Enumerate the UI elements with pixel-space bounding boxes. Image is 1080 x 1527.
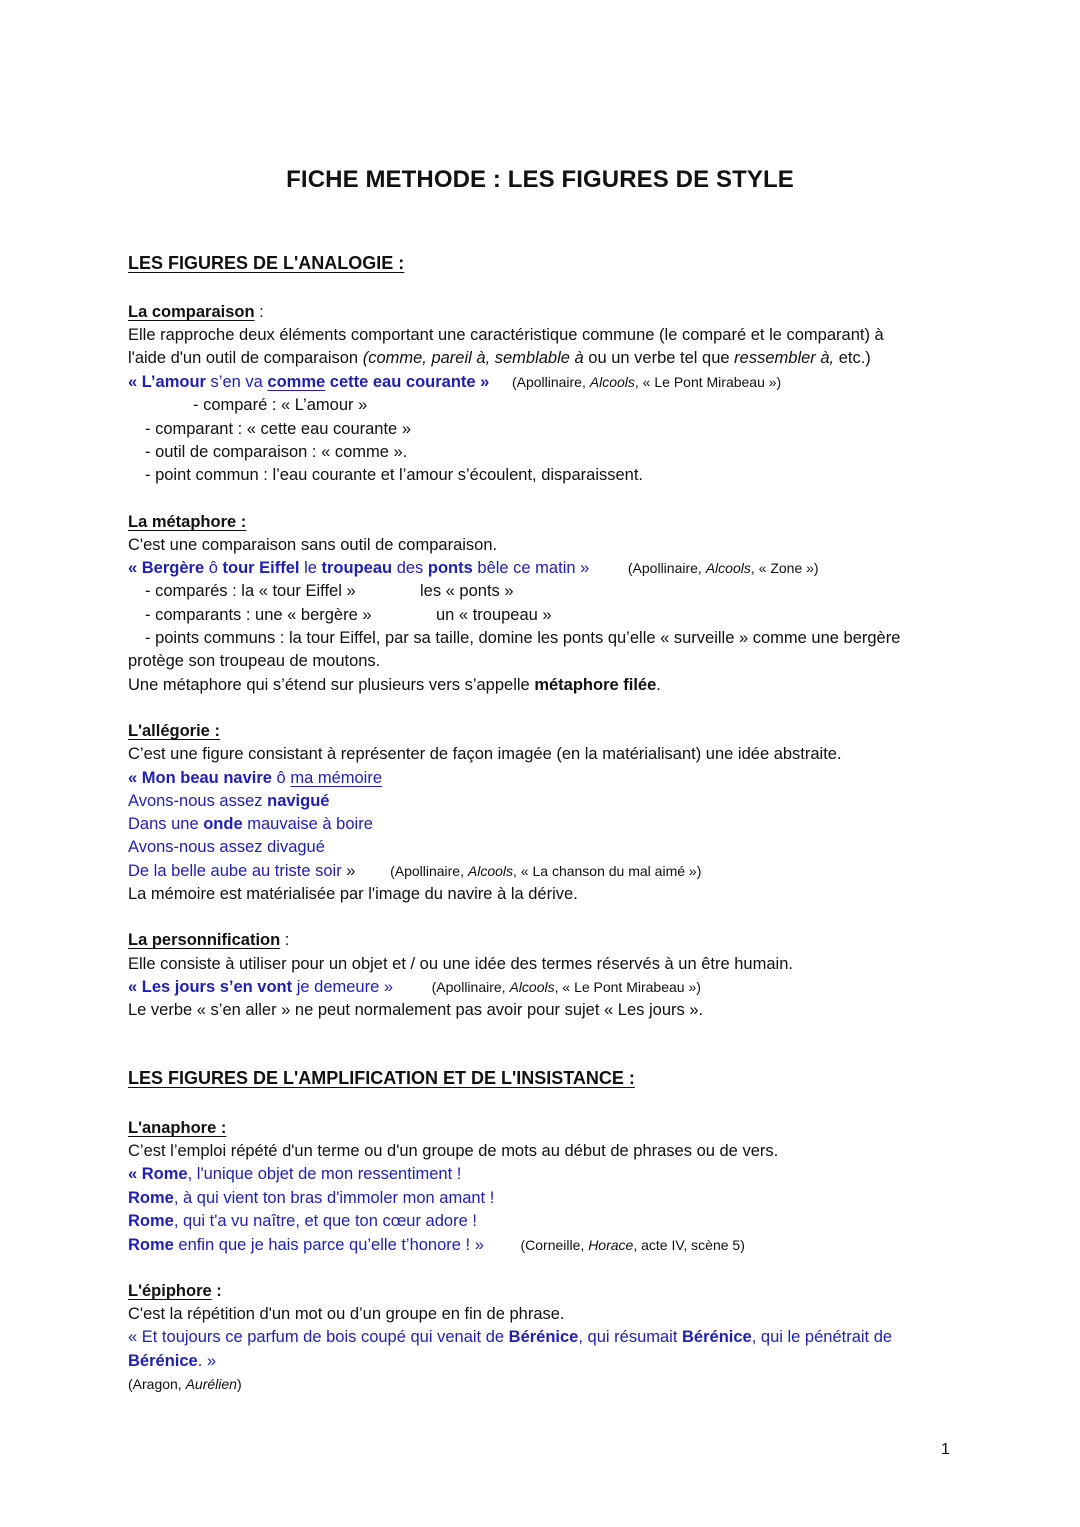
section-heading-analogie: LES FIGURES DE L'ANALOGIE : [128,253,405,273]
poem-line-4: Rome enfin que je hais parce qu’elle t’honore ! » (Corneille, Horace, acte IV, scène 5) [128,1236,745,1254]
poem-line-5: De la belle aube au triste soir » (Apollinaire, Alcools, « La chanson du mal aimé ») [128,862,702,880]
example-quote: « Bergère ô tour Eiffel le troupeau des ponts bêle ce matin » [128,559,590,577]
figure-heading-comparaison: La comparaison : [128,303,264,321]
example-source: (Apollinaire, Alcools, « Le Pont Mirabeau ») [511,374,782,390]
explanation-allegorie: La mémoire est matérialisée par l'image du navire à la dérive. [128,885,578,903]
poem-line-4: Avons-nous assez divagué [128,838,325,856]
analysis-compares-second: les « ponts » [420,582,514,600]
figure-heading-epiphore: L'épiphore : [128,1282,222,1300]
poem-line-2: Avons-nous assez navigué [128,792,330,810]
example-source: (Corneille, Horace, acte IV, scène 5) [520,1237,745,1253]
analysis-comparants-second: un « troupeau » [436,606,552,624]
note-metaphore-filee: Une métaphore qui s’étend sur plusieurs vers s’appelle métaphore filée. [128,676,661,694]
poem-line-2: Rome, à qui vient ton bras d'immoler mon amant ! [128,1189,495,1207]
example-epiphore-line2: Bérénice. » [128,1352,217,1370]
definition-comparaison-line1: Elle rapproche deux éléments comportant une caractéristique commune (le comparé et le comparant) à [128,326,884,344]
example-quote: « Les jours s’en vont je demeure » [128,978,394,996]
example-personnification [128,976,701,999]
analysis-point-commun: - point commun : l’eau courante et l’amour s’écoulent, disparaissent. [145,466,644,484]
figure-name: La comparaison [128,303,255,321]
example-comparaison [128,371,781,394]
figure-heading-personnification: La personnification : [128,931,290,949]
example-source: (Apollinaire, Alcools, « Le Pont Mirabeau ») [431,979,701,995]
figure-heading-allegorie: L'allégorie : [128,722,220,740]
analysis-compare: - comparé : « L’amour » [193,396,368,414]
analysis-points-communs-2: protège son troupeau de moutons. [128,652,381,670]
page-title: FICHE METHODE : LES FIGURES DE STYLE [286,166,794,193]
definition-comparaison-line2: l'aide d'un outil de comparaison (comme, pareil à, semblable à ou un verbe tel que ressembler à, etc.) [128,349,871,367]
example-metaphore [128,557,819,580]
explanation-personnification: Le verbe « s’en aller » ne peut normalement pas avoir pour sujet « Les jours ». [128,1001,704,1019]
poem-line-1: « Rome, l'unique objet de mon ressentiment ! [128,1165,462,1183]
example-source: (Apollinaire, Alcools, « La chanson du mal aimé ») [390,863,702,879]
analysis-points-communs-1: - points communs : la tour Eiffel, par sa taille, domine les ponts qu’elle « surveille » comme une bergère [145,629,901,647]
poem-line-3: Dans une onde mauvaise à boire [128,815,373,833]
figure-heading-metaphore: La métaphore : [128,513,247,531]
definition-allegorie: C’est une figure consistant à représenter de façon imagée (en la matérialisant) une idée abstraite. [128,745,842,763]
example-source: (Aragon, Aurélien) [128,1376,242,1392]
definition-epiphore: C'est la répétition d'un mot ou d’un groupe en fin de phrase. [128,1305,565,1323]
section-heading-amplification: LES FIGURES DE L'AMPLIFICATION ET DE L'INSISTANCE : [128,1068,635,1088]
example-source: (Apollinaire, Alcools, « Zone ») [627,560,819,576]
figure-heading-anaphore: L'anaphore : [128,1119,227,1137]
analysis-comparant: - comparant : « cette eau courante » [145,420,411,438]
example-epiphore-line1: « Et toujours ce parfum de bois coupé qui venait de Bérénice, qui résumait Bérénice, qui le pénétrait de [128,1328,893,1346]
poem-line-1: « Mon beau navire ô ma mémoire [128,769,383,787]
definition-anaphore: C’est l’emploi répété d'un terme ou d'un groupe de mots au début de phrases ou de vers. [128,1142,779,1160]
poem-line-3: Rome, qui t'a vu naître, et que ton cœur adore ! [128,1212,477,1230]
example-quote: « L’amour s’en va comme cette eau courante » [128,373,490,391]
analysis-compares: - comparés : la « tour Eiffel » [145,582,356,600]
analysis-comparants: - comparants : une « bergère » [145,606,372,624]
definition-metaphore: C'est une comparaison sans outil de comparaison. [128,536,498,554]
analysis-outil: - outil de comparaison : « comme ». [145,443,408,461]
definition-personnification: Elle consiste à utiliser pour un objet et / ou une idée des termes réservés à un être humain. [128,955,793,973]
page-number: 1 [941,1441,950,1458]
